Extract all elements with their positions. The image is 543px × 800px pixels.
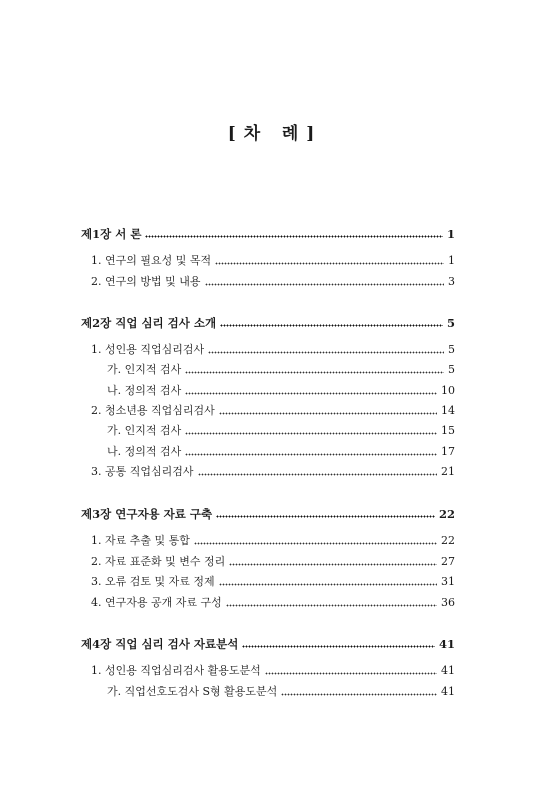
toc-page: 1: [448, 254, 455, 267]
dot-leader: [242, 645, 435, 648]
toc-label: 2. 자료 표준화 및 변수 정리: [91, 555, 226, 568]
toc-page: 21: [441, 465, 455, 478]
toc-page: 5: [448, 343, 455, 356]
toc-subsection-2-1-b[interactable]: [107, 380, 455, 398]
toc-section-4-1[interactable]: [91, 660, 455, 678]
toc-section-3-1[interactable]: [91, 530, 455, 548]
dot-leader: [194, 542, 437, 545]
toc-page: 15: [441, 424, 455, 437]
dot-leader: [185, 371, 444, 374]
toc-page: 5: [448, 363, 455, 376]
toc-label: 1. 성인용 직업심리검사: [91, 343, 205, 356]
toc-page: 22: [438, 507, 455, 521]
dot-leader: [226, 604, 437, 607]
toc-page: 41: [441, 685, 455, 698]
toc-section-2-1[interactable]: [91, 339, 455, 357]
toc-subsection-2-2-b[interactable]: [107, 441, 455, 459]
toc-section-2-2[interactable]: [91, 400, 455, 418]
toc-label: 제3장 연구자용 자료 구축: [81, 507, 213, 521]
toc-section-3-3[interactable]: [91, 571, 455, 589]
toc-page: 1: [446, 227, 455, 241]
dot-leader: [145, 235, 443, 238]
dot-leader: [281, 693, 437, 696]
toc-label: 나. 정의적 검사: [107, 384, 182, 397]
toc-label: 가. 직업선호도검사 S형 활용도분석: [107, 685, 278, 698]
toc-section-3-2[interactable]: [91, 551, 455, 569]
dot-leader: [215, 262, 444, 265]
toc-section-1-2[interactable]: [91, 271, 455, 289]
toc-subsection-2-2-a[interactable]: [107, 420, 455, 438]
toc-subsection-2-1-a[interactable]: [107, 359, 455, 377]
toc-chapter-4[interactable]: [81, 633, 455, 651]
dot-leader: [198, 473, 438, 476]
dot-leader: [216, 515, 435, 518]
dot-leader: [185, 432, 437, 435]
toc-label: 3. 공통 직업심리검사: [91, 465, 194, 478]
toc-page: 10: [441, 384, 455, 397]
toc-page: 41: [438, 637, 455, 651]
toc-page: 3: [448, 275, 455, 288]
dot-leader: [185, 392, 437, 395]
dot-leader: [220, 324, 443, 327]
dot-leader: [219, 412, 437, 415]
toc-title: [ 차 례 ]: [227, 124, 316, 144]
toc-label: 나. 정의적 검사: [107, 445, 182, 458]
dot-leader: [265, 672, 437, 675]
toc-section-2-3[interactable]: [91, 461, 455, 479]
toc-label: 3. 오류 검토 및 자료 정제: [91, 575, 215, 588]
toc-label: 1. 자료 추출 및 통합: [91, 534, 190, 547]
dot-leader: [229, 563, 437, 566]
toc-label: 2. 청소년용 직업심리검사: [91, 404, 215, 417]
toc-label: 가. 인지적 검사: [107, 424, 182, 437]
toc-label: 제1장 서 론: [81, 227, 142, 241]
toc-chapter-3[interactable]: [81, 503, 455, 521]
dot-leader: [219, 583, 437, 586]
toc-page: 41: [441, 664, 455, 677]
toc-chapter-2[interactable]: [81, 312, 455, 330]
toc-section-3-4[interactable]: [91, 592, 455, 610]
toc-page: 31: [441, 575, 455, 588]
toc-page: 27: [441, 555, 455, 568]
toc-page: 22: [441, 534, 455, 547]
toc-section-1-1[interactable]: [91, 250, 455, 268]
toc-page: 17: [441, 445, 455, 458]
toc-label: 1. 성인용 직업심리검사 활용도분석: [91, 664, 261, 677]
toc-label: 제2장 직업 심리 검사 소개: [81, 316, 217, 330]
toc-page: 14: [441, 404, 455, 417]
toc-chapter-1[interactable]: [81, 223, 455, 241]
toc-subsection-4-1-a[interactable]: [107, 681, 455, 699]
toc-label: 제4장 직업 심리 검사 자료분석: [81, 637, 239, 651]
toc-page: 36: [441, 596, 455, 609]
toc-label: 4. 연구자용 공개 자료 구성: [91, 596, 222, 609]
toc-page: 5: [446, 316, 455, 330]
dot-leader: [185, 453, 437, 456]
toc-label: 1. 연구의 필요성 및 목적: [91, 254, 212, 267]
dot-leader: [208, 351, 444, 354]
dot-leader: [205, 283, 445, 286]
toc-label: 2. 연구의 방법 및 내용: [91, 275, 201, 288]
toc-label: 가. 인지적 검사: [107, 363, 182, 376]
